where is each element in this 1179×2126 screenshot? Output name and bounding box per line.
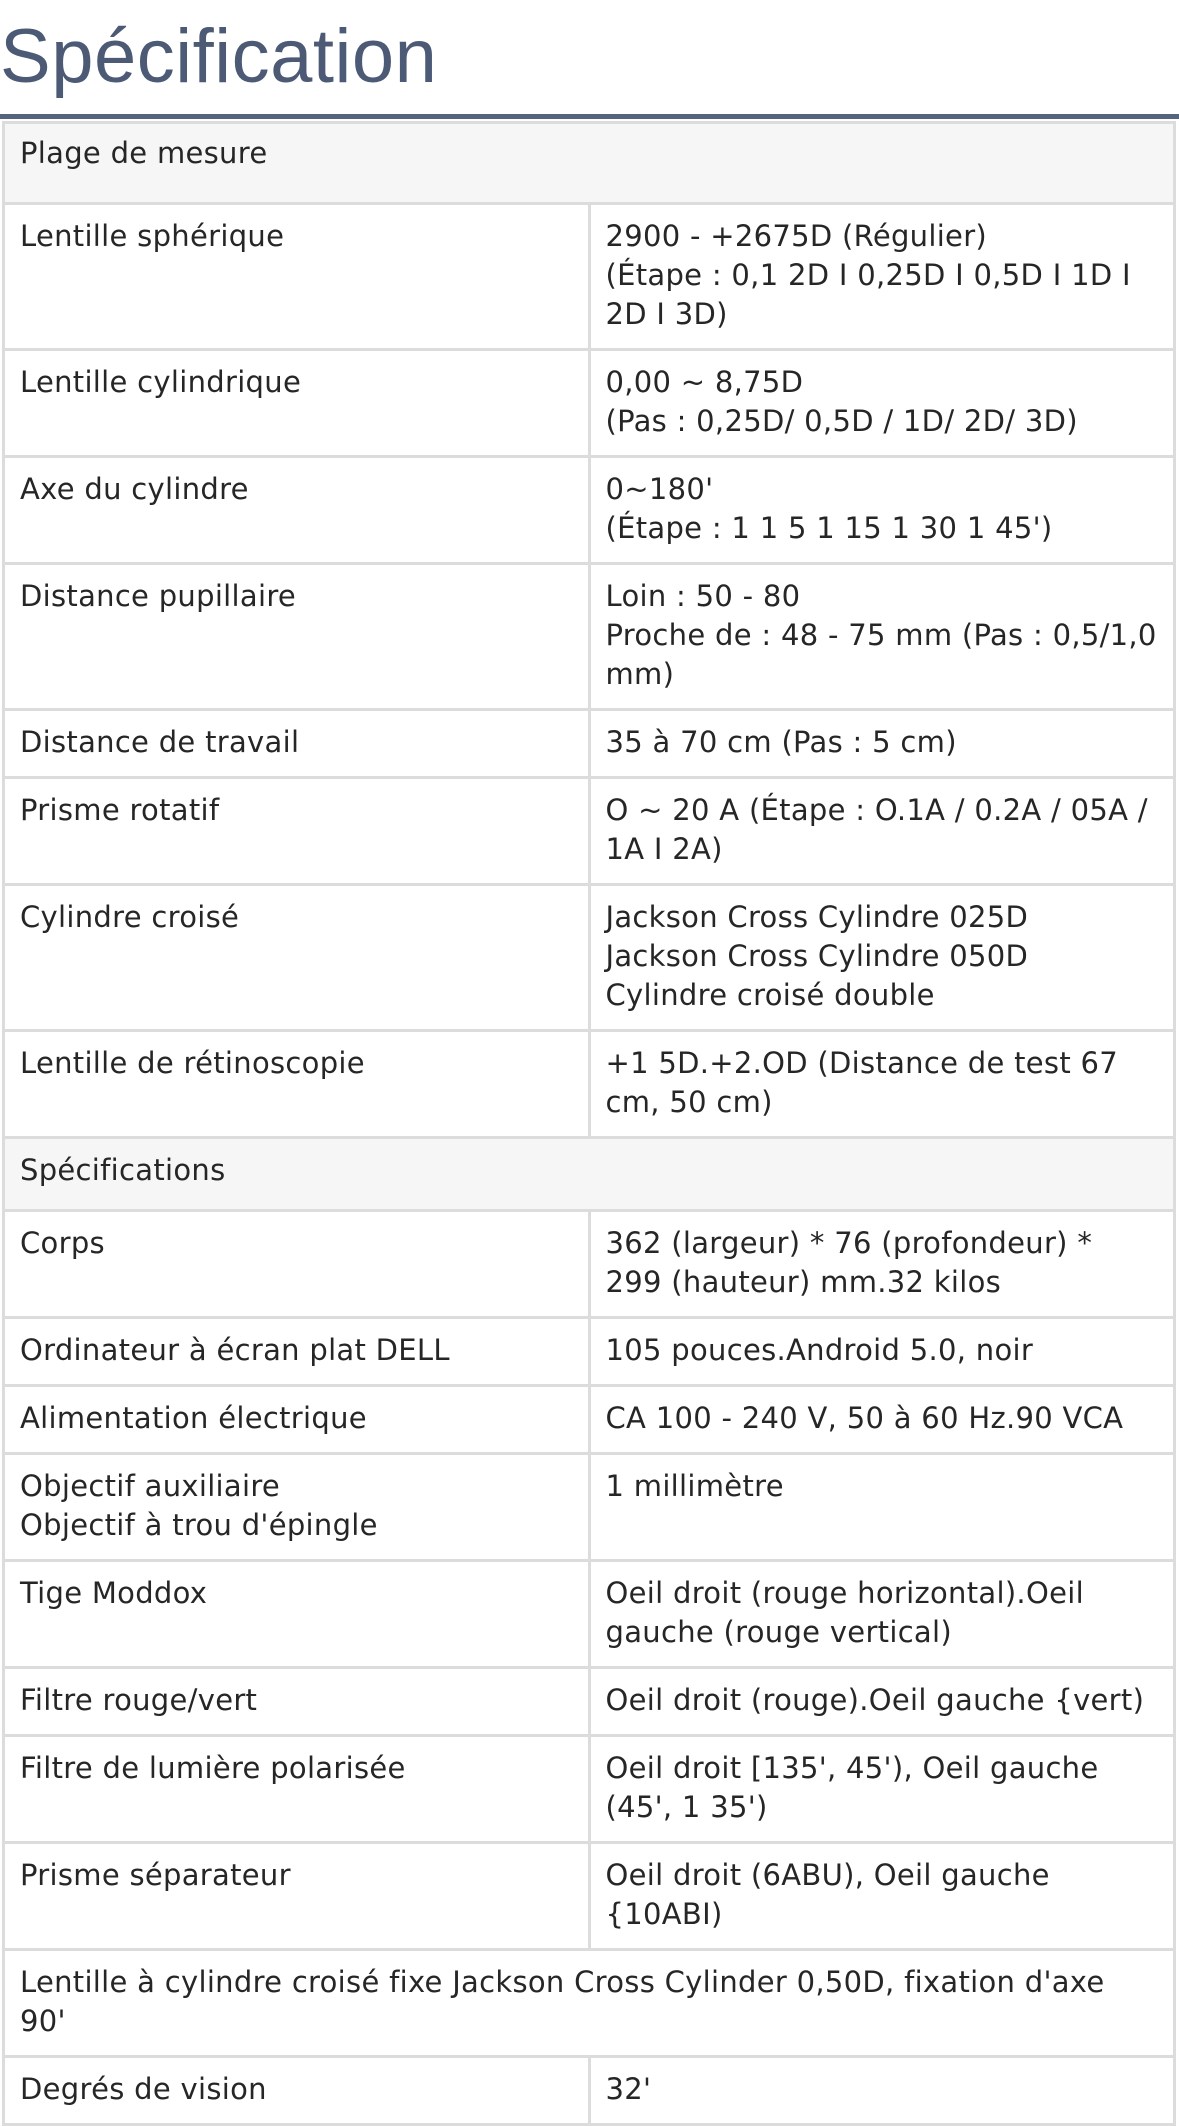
title-divider (0, 114, 1179, 119)
table-row (4, 350, 1175, 457)
spec-value: 362 (largeur) * 76 (profondeur) * 299 (hauteur) mm.32 kilos (589, 1211, 1175, 1318)
section-header: Spécifications (4, 1138, 1175, 1211)
table-row (4, 457, 1175, 564)
table-row (4, 1386, 1175, 1454)
spec-label: Distance de travail (4, 710, 590, 778)
spec-value: 0,00 ~ 8,75D (Pas : 0,25D/ 0,5D / 1D/ 2D/ 3D) (589, 350, 1175, 457)
spec-label: Corps (4, 1211, 590, 1318)
spec-value: 105 pouces.Android 5.0, noir (589, 1318, 1175, 1386)
section-header: Plage de mesure (4, 123, 1175, 204)
spec-label: Lentille de rétinoscopie (4, 1031, 590, 1138)
table-row (4, 1031, 1175, 1138)
table-row (4, 778, 1175, 885)
spec-value: +1 5D.+2.OD (Distance de test 67 cm, 50 cm) (589, 1031, 1175, 1138)
table-row (4, 710, 1175, 778)
spec-value: Oeil droit (rouge).Oeil gauche {vert) (589, 1668, 1175, 1736)
spec-value: Loin : 50 - 80 Proche de : 48 - 75 mm (Pas : 0,5/1,0 mm) (589, 564, 1175, 710)
spec-label: Alimentation électrique (4, 1386, 590, 1454)
spec-value: 2900 - +2675D (Régulier) (Étape : 0,1 2D I 0,25D I 0,5D I 1D I 2D I 3D) (589, 204, 1175, 350)
table-row (4, 1668, 1175, 1736)
spec-label: Ordinateur à écran plat DELL (4, 1318, 590, 1386)
spec-value: Jackson Cross Cylindre 025D Jackson Cross Cylindre 050D Cylindre croisé double (589, 885, 1175, 1031)
specification-table-body (4, 123, 1175, 2125)
spec-value: 1 millimètre (589, 1454, 1175, 1561)
table-row (4, 1454, 1175, 1561)
spec-label: Axe du cylindre (4, 457, 590, 564)
spec-label: Objectif auxiliaire Objectif à trou d'épingle (4, 1454, 590, 1561)
table-row (4, 1561, 1175, 1668)
spec-label: Tige Moddox (4, 1561, 590, 1668)
spec-label: Distance pupillaire (4, 564, 590, 710)
spec-label: Lentille cylindrique (4, 350, 590, 457)
table-row (4, 885, 1175, 1031)
table-row (4, 1318, 1175, 1386)
spec-label: Prisme séparateur (4, 1843, 590, 1950)
spec-value: Oeil droit (rouge horizontal).Oeil gauche (rouge vertical) (589, 1561, 1175, 1668)
spec-value: Oeil droit [135', 45'), Oeil gauche (45', 1 35') (589, 1736, 1175, 1843)
specification-table (2, 121, 1176, 2126)
spec-value: CA 100 - 240 V, 50 à 60 Hz.90 VCA (589, 1386, 1175, 1454)
spec-value: 0~180' (Étape : 1 1 5 1 15 1 30 1 45') (589, 457, 1175, 564)
table-row (4, 1736, 1175, 1843)
spec-value: Oeil droit (6ABU), Oeil gauche {10ABI) (589, 1843, 1175, 1950)
spec-label: Filtre de lumière polarisée (4, 1736, 590, 1843)
table-row (4, 1843, 1175, 1950)
spec-label: Prisme rotatif (4, 778, 590, 885)
table-row (4, 564, 1175, 710)
page-title: Spécification (0, 14, 438, 99)
spec-full-width-cell: Lentille à cylindre croisé fixe Jackson Cross Cylinder 0,50D, fixation d'axe 90' (4, 1950, 1175, 2057)
spec-value: O ~ 20 A (Étape : O.1A / 0.2A / 05A / 1A I 2A) (589, 778, 1175, 885)
section-header-row (4, 123, 1175, 204)
spec-label: Cylindre croisé (4, 885, 590, 1031)
spec-value: 32' (589, 2057, 1175, 2125)
spec-label: Lentille sphérique (4, 204, 590, 350)
table-row (4, 204, 1175, 350)
table-row (4, 2057, 1175, 2125)
section-header-row (4, 1138, 1175, 1211)
table-row (4, 1211, 1175, 1318)
spec-label: Filtre rouge/vert (4, 1668, 590, 1736)
table-row (4, 1950, 1175, 2057)
spec-label: Degrés de vision (4, 2057, 590, 2125)
spec-value: 35 à 70 cm (Pas : 5 cm) (589, 710, 1175, 778)
